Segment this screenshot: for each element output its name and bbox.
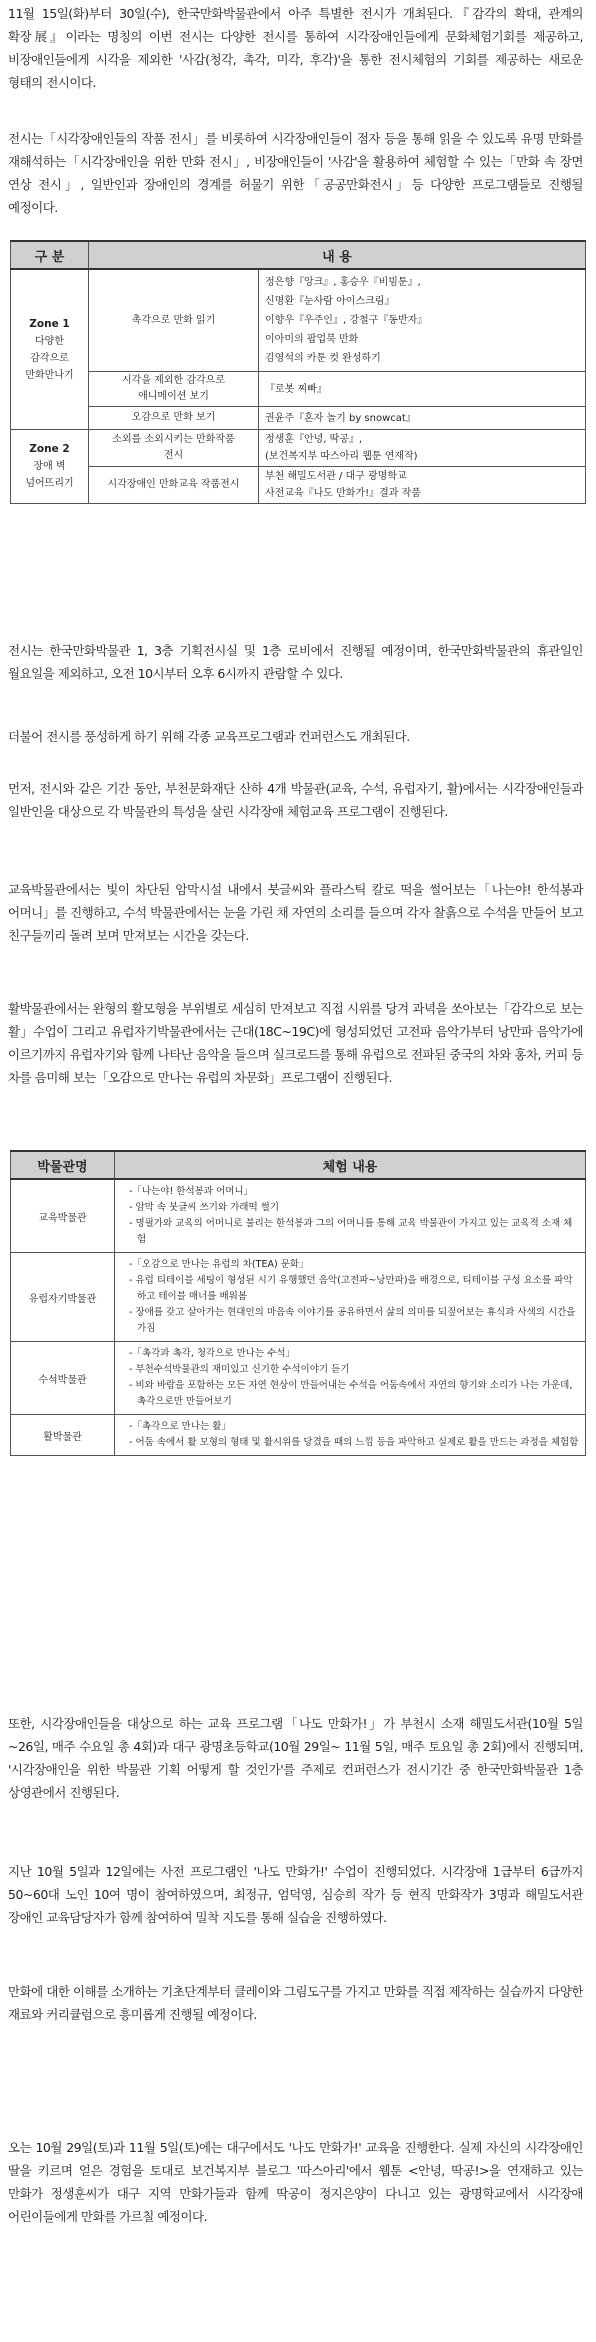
museum-detail — [115, 1179, 586, 1253]
table-row — [11, 467, 586, 504]
paragraph-workshop: 또한, 시각장애인들을 대상으로 하는 교육 프로그램「나도 만화가!」가 부천시 소재 해밀도서관(10월 5일~26일, 매주 수요일 총 4회)과 대구 광명초등학교(10월 29일~ 11월 5일, 매주 토요일 총 2회)에서 진행되며, '시각장애인을 위한 박물관 기획 어떻게 할 것인가'를 주제로 컨퍼런스가 전시기간 중 한국만화박물관 1층 상영관에서 진행된다. — [8, 1716, 583, 1800]
paragraph-intro: 11월 15일(화)부터 30일(수), 한국만화박물관에서 아주 특별한 전시가 개최된다.『감각의 확대, 관계의 확장展』이라는 명칭의 이번 전시는 다양한 전시를 통하여 시각장애인들에게 문화체험기회를 제공하고, 비장애인들에게 시각을 제외한 '사감(청각, 촉각, 미각, 후각)'을 통한 전시체험의 기회를 제공하는 새로운 형태의 전시이다. — [8, 6, 583, 90]
detail-line: -「촉각과 촉각, 청각으로 만나는 수석」 — [129, 1348, 296, 1359]
museum-detail — [115, 1415, 586, 1456]
table-row — [11, 372, 586, 407]
paragraph-venue: 전시는 한국만화박물관 1, 3층 기획전시실 및 1층 로비에서 진행될 예정이며, 한국만화박물관의 휴관일인 월요일을 제외하고, 오전 10시부터 오후 6시까지 관람할 수 있다. — [8, 643, 583, 681]
detail-line: - 어둠 속에서 활 모형의 형태 및 활시위를 당겼을 때의 느낌 등을 파악하고 실제로 활을 만드는 과정을 체험함 — [129, 1437, 579, 1448]
museum-name: 교육박물관 — [11, 1179, 115, 1253]
table-row — [11, 407, 586, 430]
item-line: 사전교육『나도 만화가!』결과 작품 — [265, 488, 421, 499]
item-line: 정생훈『안녕, 딱공』, — [265, 434, 363, 445]
row-category: 오감으로 만화 보기 — [89, 407, 259, 430]
table-header-museum: 박물관명 — [11, 1151, 115, 1179]
row-category: 시각장애인 만화교육 작품전시 — [89, 467, 259, 504]
museum-name: 활박물관 — [11, 1415, 115, 1456]
paragraph-museums: 먼저, 전시와 같은 기간 동안, 부천문화재단 산하 4개 박물관(교육, 수석, 유럽자기, 활)에서는 시각장애인들과 일반인을 대상으로 각 박물관의 특성을 살린 시각장애 체험교육 프로그램이 진행된다. — [8, 781, 583, 819]
item-line: (보건복지부 따스아리 웹툰 연재작) — [265, 451, 418, 462]
zone-2-title: Zone 2 — [29, 443, 70, 455]
zone-1-line: 감각으로 — [30, 352, 69, 364]
paragraph-education-museum: 교육박물관에서는 빛이 차단된 암막시설 내에서 붓글씨와 플라스틱 칼로 떡을 썰어보는「나는야! 한석봉과 어머니」를 진행하고, 수석 박물관에서는 눈을 가린 채 자연의 소리를 들으며 각자 찰흙으로 수석을 만들어 보고 친구들끼리 돌려 보며 만져보는 시간을 갖는다. — [8, 882, 583, 943]
museum-name: 유럽자기박물관 — [11, 1253, 115, 1342]
item-line: 정은향『앙크』, 홍승우『비빔툰』, — [265, 277, 421, 288]
exhibit-zone-table — [10, 240, 586, 504]
item-line: 부천 해밀도서관 / 대구 광명학교 — [265, 471, 407, 482]
museum-name: 수석박물관 — [11, 1342, 115, 1415]
zone-2-cell — [11, 430, 89, 504]
item-line: 이아미의 팝업북 만화 — [265, 334, 359, 345]
item-line: 이향우『우주인』, 강철구『동반자』 — [265, 315, 428, 326]
row-category — [89, 430, 259, 467]
table-header-experience: 체험 내용 — [115, 1151, 586, 1179]
category-line: 시각을 제외한 감각으로 — [122, 375, 225, 386]
museum-program-table — [10, 1150, 586, 1456]
row-category — [89, 372, 259, 407]
zone-1-cell — [11, 269, 89, 430]
item-line: 신명환『눈사람 아이스크림』 — [265, 296, 395, 307]
table-row — [11, 1253, 586, 1342]
detail-line: -「나는야! 한석봉과 어머니」 — [129, 1186, 254, 1197]
item-line: 권윤주『혼자 놀기 by snowcat』 — [265, 412, 416, 424]
detail-line: - 장애를 갖고 살아가는 현대인의 마음속 이야기를 공유하면서 삶의 의미를 되짚어보는 휴식과 사색의 시간을 가짐 — [129, 1307, 576, 1334]
category-line: 전시 — [163, 450, 184, 461]
zone-2-line: 장애 벽 — [33, 461, 66, 472]
paragraph-programs: 더불어 전시를 풍성하게 하기 위해 각종 교육프로그램과 컨퍼런스도 개최된다. — [8, 729, 410, 744]
table-row — [11, 1342, 586, 1415]
paragraph-exhibits: 전시는「시각장애인들의 작품 전시」를 비롯하여 시각장애인들이 점자 등을 통해 읽을 수 있도록 유명 만화를 재해석하는「시각장애인을 위한 만화 전시」, 비장애인들이 '사감'을 활용하여 체험할 수 있는「만화 속 장면 연상 전시」, 일반인과 장애인의 경계를 허물기 위한「공공만화전시」등 다양한 프로그램들로 진행될 예정이다. — [8, 131, 583, 215]
category-line: 애니메이션 보기 — [138, 391, 209, 402]
row-items — [259, 372, 586, 407]
table-row — [11, 1415, 586, 1456]
item-line: 『로봇 찌빠』 — [265, 383, 327, 395]
zone-1-title: Zone 1 — [29, 317, 70, 330]
paragraph-bow-museum: 활박물관에서는 완형의 활모형을 부위별로 세심히 만져보고 직접 시위를 당겨 과녁을 쏘아보는「감각으로 보는 활」수업이 그리고 유럽자기박물관에서는 근대(18C~19C)에 형성되었던 고전파 음악가부터 낭만파 음악가에 이르기까지 유럽자기와 함께 나타난 음악을 들으며 실크로드를 통해 유럽으로 전파된 중국의 차와 홍차, 커피 등 차를 음미해 보는「오감으로 만나는 유럽의 차문화」프로그램이 진행된다. — [8, 1001, 583, 1085]
paragraph-curriculum: 만화에 대한 이해를 소개하는 기초단계부터 클레이와 그림도구를 가지고 만화를 직접 제작하는 실습까지 다양한 재료와 커리큘럼으로 흥미롭게 진행될 예정이다. — [8, 1984, 583, 2022]
row-items — [259, 407, 586, 430]
table-row — [11, 430, 586, 467]
detail-line: - 암막 속 붓글씨 쓰기와 가래떡 썰기 — [129, 1202, 280, 1213]
table-header-content: 내 용 — [89, 241, 586, 269]
row-category: 촉각으로 만화 읽기 — [89, 269, 259, 372]
row-items — [259, 269, 586, 372]
row-items — [259, 467, 586, 504]
row-items — [259, 430, 586, 467]
zone-1-line: 만화만나기 — [25, 369, 74, 381]
table-header-category: 구 분 — [11, 241, 89, 269]
zone-1-line: 다양한 — [35, 335, 64, 347]
table-header-row — [11, 241, 586, 269]
zone-2-line: 넘어뜨리기 — [25, 478, 74, 489]
table-row — [11, 1179, 586, 1253]
table-header-row — [11, 1151, 586, 1179]
museum-detail — [115, 1253, 586, 1342]
detail-line: - 부천수석박물관의 재미있고 신기한 수석이야기 듣기 — [129, 1364, 350, 1375]
detail-line: -「촉각으로 만나는 활」 — [129, 1421, 231, 1432]
detail-line: - 유럽 티테이블 세팅이 형성된 시기 유행했던 음악(고전파~낭만파)을 배경으로, 티테이블 구성 요소를 파악하고 테이블 매너를 배워봄 — [129, 1275, 573, 1302]
paragraph-daegu: 오는 10월 29일(토)과 11월 5일(토)에는 대구에서도 '나도 만화가!' 교육을 진행한다. 실제 자신의 시각장애인 딸을 키르며 얻은 경험을 토대로 보건복지부 블로그 '따스아리'에서 웹툰 <안녕, 딱공!>을 연재하고 있는 만화가 정생훈씨가 대구 지역 만화가들과 함께 딱공이 정지은양이 다니고 있는 광명학교에서 시각장애 어린이들에게 만화를 가르칠 예정이다. — [8, 2140, 583, 2224]
detail-line: -「오감으로 만나는 유럽의 차(TEA) 문화」 — [129, 1259, 309, 1270]
table-row — [11, 269, 586, 372]
detail-line: - 명필가와 교육의 어머니로 불리는 한석봉과 그의 어머니를 통해 교육 박물관이 가지고 있는 교육적 소재 체험 — [129, 1218, 573, 1245]
item-line: 김영석의 카툰 컷 완성하기 — [265, 353, 381, 364]
museum-detail — [115, 1342, 586, 1415]
paragraph-pre-program: 지난 10월 5일과 12일에는 사전 프로그램인 '나도 만화가!' 수업이 진행되었다. 시각장애 1급부터 6급까지 50~60대 노인 10여 명이 참여하였으며, 최정규, 엄덕영, 심승희 작가 등 현직 만화작가 3명과 해밀도서관 장애인 교육담당자가 함께 참여하여 밀착 지도를 통해 실습을 진행하였다. — [8, 1864, 583, 1925]
category-line: 소외를 소외시키는 만화작품 — [112, 434, 235, 445]
detail-line: - 비와 바람을 포함하는 모든 자연 현상이 만들어내는 수석을 어둠속에서 자연의 향기와 소리가 나는 가운데, 촉각으로만 만들어보기 — [129, 1380, 573, 1407]
